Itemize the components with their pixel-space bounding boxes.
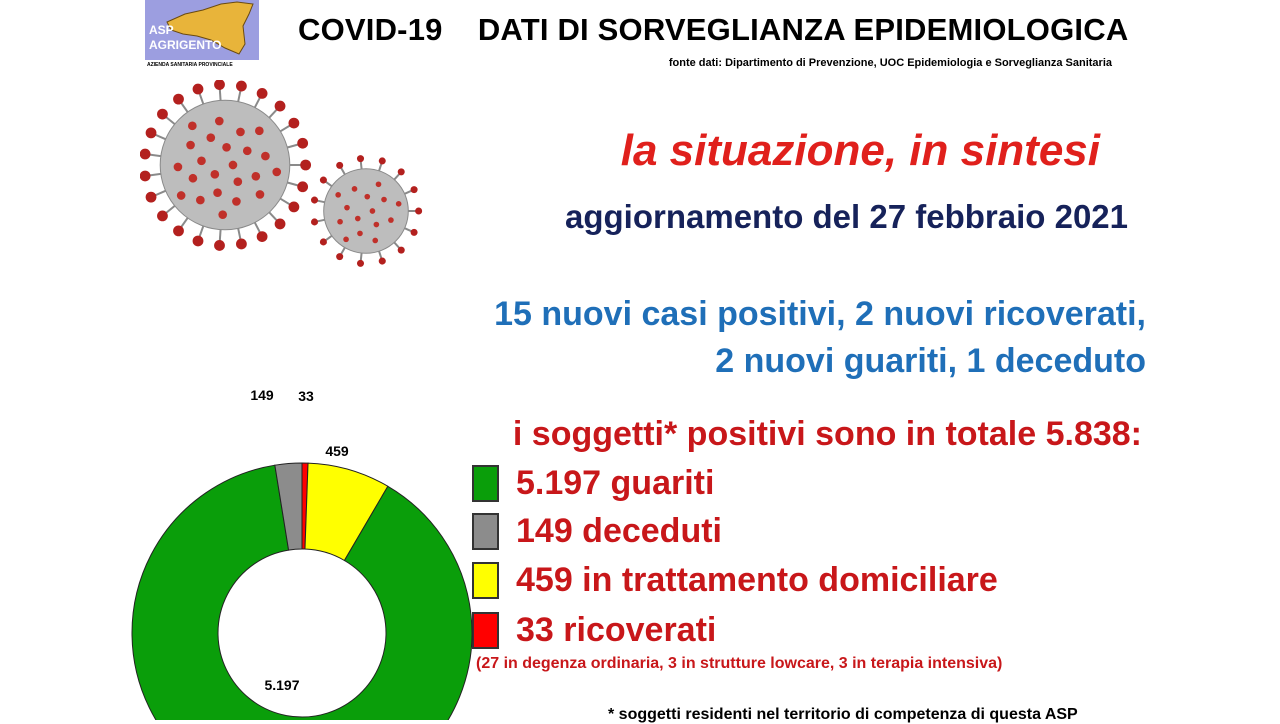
logo-text-1: ASP (149, 23, 174, 37)
small-virus-icon (311, 155, 422, 267)
legend-swatch-deceduti (472, 513, 499, 550)
logo-subtext: AZIENDA SANITARIA PROVINCIALE (147, 62, 233, 68)
page-title: COVID-19 DATI DI SORVEGLIANZA EPIDEMIOLOGICA (298, 12, 1129, 47)
legend-item-deceduti (472, 510, 722, 552)
legend-swatch-guariti (472, 465, 499, 502)
label-domiciliare: 459 (325, 443, 349, 459)
large-virus-icon (140, 80, 311, 251)
legend-label-guariti: 5.197 guariti (516, 463, 715, 502)
donut-chart (130, 380, 475, 720)
label-deceduti: 149 (250, 387, 274, 403)
legend-item-domiciliare (472, 559, 998, 601)
label-guariti: 5.197 (264, 677, 300, 693)
footnote: * soggetti residenti nel territorio di competenza di questa ASP (608, 706, 1078, 723)
legend-label-deceduti: 149 deceduti (516, 511, 722, 550)
update-date: aggiornamento del 27 febbraio 2021 (565, 198, 1128, 235)
total-positive: i soggetti* positivi sono in totale 5.838: (512, 415, 1142, 453)
coronavirus-icon (140, 80, 440, 270)
news-line-2: 2 nuovi guariti, 1 deceduto (715, 342, 1146, 380)
asp-agrigento-logo (145, 0, 259, 68)
legend-swatch-ricoverati (472, 612, 499, 649)
label-ricoverati: 33 (298, 388, 314, 404)
legend-item-guariti (472, 462, 714, 504)
summary-subtitle: la situazione, in sintesi (620, 126, 1100, 175)
legend-label-domiciliare: 459 in trattamento domiciliare (516, 560, 998, 599)
legend-item-ricoverati (472, 609, 716, 651)
logo-text-2: AGRIGENTO (149, 38, 222, 52)
hospitalization-details: (27 in degenza ordinaria, 3 in strutture lowcare, 3 in terapia intensiva) (476, 655, 1003, 672)
data-source: fonte dati: Dipartimento di Prevenzione, UOC Epidemiologia e Sorveglianza Sanitaria (668, 57, 1112, 69)
legend-label-ricoverati: 33 ricoverati (516, 610, 717, 649)
legend-swatch-domiciliare (472, 562, 499, 599)
news-line-1: 15 nuovi casi positivi, 2 nuovi ricoverati, (494, 295, 1146, 333)
